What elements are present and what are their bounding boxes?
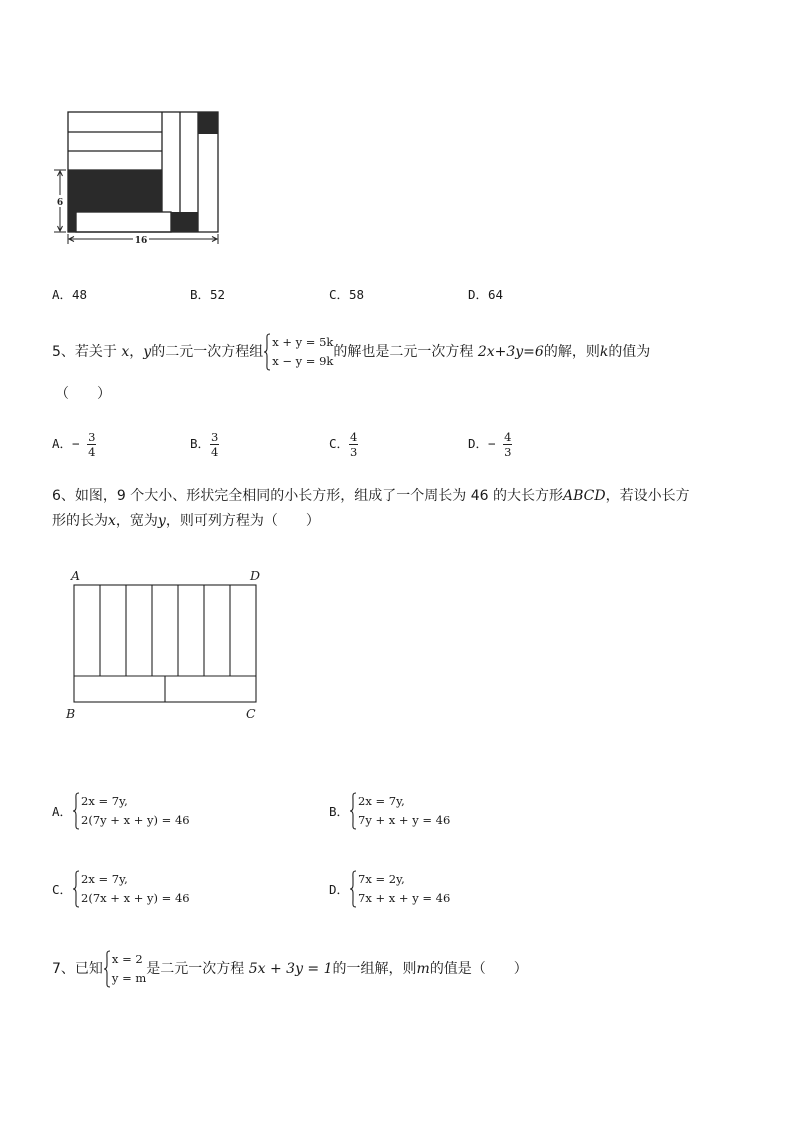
q5-equation-system: x + y = 5k x − y = 9k [263,333,333,371]
rectangle-figure-abcd [60,566,270,724]
q6-option-d[interactable]: D． 7x = 2y, 7x + x + y = 46 [329,870,450,908]
q5-option-d[interactable]: D．− $\frac{4}{3}$ [468,430,512,459]
q7-equation-system: x = 2 y = m [103,950,146,988]
q5-answer-paren: （ ） [55,386,111,402]
q4-option-d[interactable]: D．64 [468,287,504,302]
q4-option-b[interactable]: B．52 [190,287,226,302]
left-brace-icon [263,333,271,371]
q5-option-a[interactable]: A．− $\frac{3}{4}$ [52,430,96,459]
q5-question: 5、若关于 x，y的二元一次方程组 x + y = 5k x − y = 9k 的解也是二元一次方程 2x+3y=6的解，则k的值为 [52,333,650,371]
q7-question: 7、已知 x = 2 y = m 是二元一次方程 5x + 3y = 1的一组解，则m的值是（ ） [52,950,528,988]
q6-option-c[interactable]: C． 2x = 7y, 2(7x + x + y) = 46 [52,870,190,908]
left-brace-icon [103,950,111,988]
q6-question-line-2: 形的长为x，宽为y，则可列方程为（ ） [52,513,320,529]
q5-option-b[interactable]: B． $\frac{3}{4}$ [190,430,219,459]
q4-option-c[interactable]: C．58 [329,287,365,302]
left-brace-icon [349,792,357,830]
point-label-d: D [250,568,261,583]
q5-option-c[interactable]: C． $\frac{4}{3}$ [329,430,358,459]
left-brace-icon [349,870,357,908]
dimension-label-height: 6 [56,198,64,208]
left-brace-icon [72,792,80,830]
q6-option-a[interactable]: A． 2x = 7y, 2(7y + x + y) = 46 [52,792,190,830]
q4-option-a[interactable]: A．48 [52,287,88,302]
point-label-a: A [71,568,81,583]
dimension-label-width: 16 [134,236,148,246]
point-label-b: B [66,706,76,721]
q6-question-line-1: 6、如图，9 个大小、形状完全相同的小长方形，组成了一个周长为 46 的大长方形ABCD，若设小长方 [52,488,690,504]
left-brace-icon [72,870,80,908]
rectangle-figure-q4 [50,108,225,248]
point-label-c: C [246,706,256,721]
q6-option-b[interactable]: B． 2x = 7y, 7y + x + y = 46 [329,792,450,830]
